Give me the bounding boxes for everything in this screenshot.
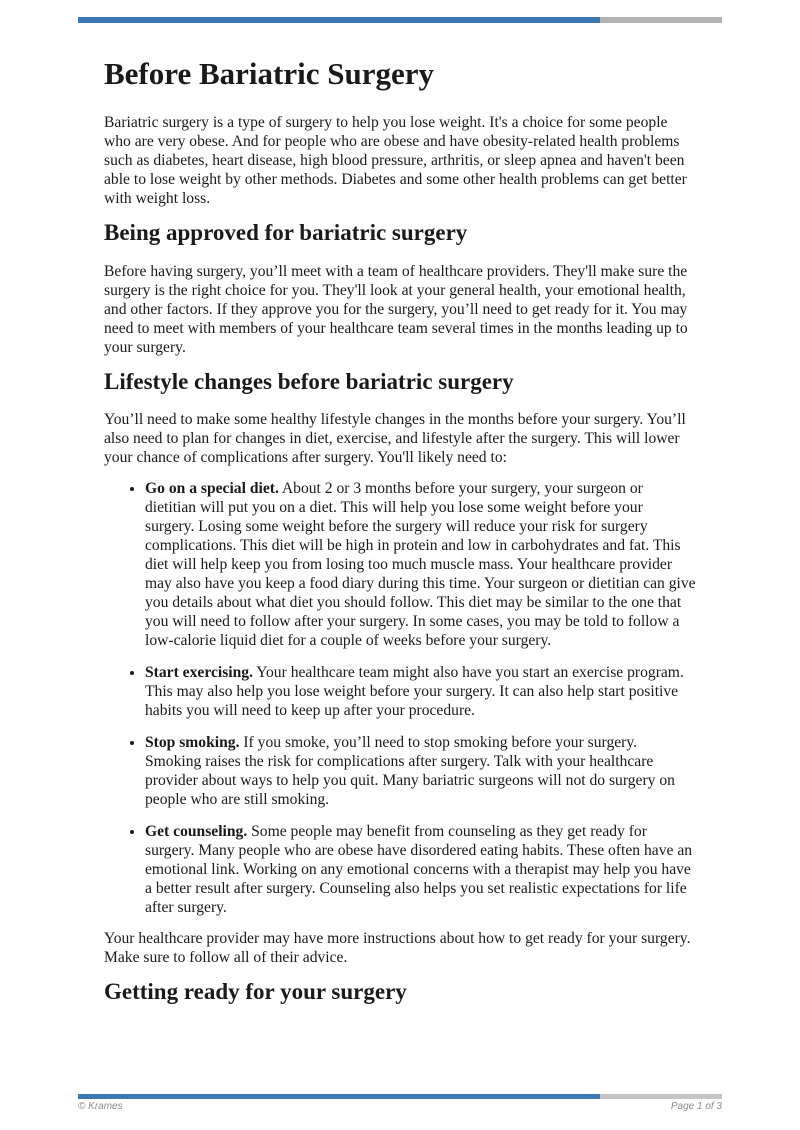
bullet-lead: Start exercising. bbox=[145, 663, 253, 681]
section-heading-approved: Being approved for bariatric surgery bbox=[104, 220, 468, 246]
footer-rule-blue-segment bbox=[78, 1094, 600, 1099]
lifestyle-bullet-list bbox=[104, 479, 696, 917]
footer-rule-gray-segment bbox=[600, 1094, 722, 1099]
bullet-text: Some people may benefit from counseling as they get ready for surgery. Many people who are obese have disordered eating habits. These often have an emotional link. Working on any emotional concerns with a therapist may help you have a better result after surgery. Counseling also helps you set realistic expectations for life after surgery. bbox=[145, 822, 693, 916]
bullet-text: Your healthcare team might also have you start an exercise program. This may also help you lose weight before your surgery. It can also help start positive habits you will need to keep up after your procedure. bbox=[145, 663, 684, 719]
lifestyle-paragraph: You’ll need to make some healthy lifestyle changes in the months before your surgery. You’ll also need to plan for changes in diet, exercise, and lifestyle after the surgery. This will lower your chance of complications after surgery. You'll likely need to: bbox=[104, 410, 686, 466]
bullet-lead: Get counseling. bbox=[145, 822, 248, 840]
list-item-special-diet bbox=[145, 479, 696, 650]
footer bbox=[78, 1101, 722, 1112]
page-title: Before Bariatric Surgery bbox=[104, 56, 434, 91]
list-item-stop-smoking bbox=[145, 733, 696, 809]
approved-paragraph: Before having surgery, you’ll meet with a team of healthcare providers. They'll make sure the surgery is the right choice for you. They'll look at your general health, your emotional health, and other factors. If they approve you for the surgery, you’ll need to get ready for it. You may need to meet with members of your healthcare team several times in the months leading up to your surgery. bbox=[104, 262, 688, 356]
advice-paragraph: Your healthcare provider may have more instructions about how to get ready for your surgery. Make sure to follow all of their advice. bbox=[104, 929, 691, 966]
copyright-label: © Krames bbox=[78, 1101, 123, 1112]
section-heading-getting-ready: Getting ready for your surgery bbox=[104, 978, 407, 1004]
bullet-lead: Go on a special diet. bbox=[145, 479, 279, 497]
list-item-start-exercising bbox=[145, 663, 696, 720]
document-content bbox=[104, 23, 696, 1020]
list-item-get-counseling bbox=[145, 822, 696, 917]
footer-rule bbox=[78, 1094, 722, 1099]
bullet-text: If you smoke, you’ll need to stop smoking before your surgery. Smoking raises the risk for complications after surgery. Talk with your healthcare provider about ways to help you quit. Many bariatric surgeons will not do surgery on people who are still smoking. bbox=[145, 733, 675, 808]
intro-paragraph: Bariatric surgery is a type of surgery to help you lose weight. It's a choice for some people who are very obese. And for people who are obese and have obesity-related health problems such as diabetes, heart disease, high blood pressure, arthritis, or sleep apnea and haven't been able to lose weight by other methods. Diabetes and some other health problems can get better with weight loss. bbox=[104, 114, 687, 208]
bullet-lead: Stop smoking. bbox=[145, 733, 240, 751]
section-heading-lifestyle: Lifestyle changes before bariatric surgery bbox=[104, 368, 514, 394]
bullet-text: About 2 or 3 months before your surgery, your surgeon or dietitian will put you on a diet. This will help you lose some weight before your surgery. Losing some weight before the surgery will reduce your risk for surgery complications. This diet will be high in protein and low in carbohydrates and fat. This diet will help keep you from losing too much muscle mass. Your healthcare provider may also have you keep a food diary during this time. Your surgeon or dietitian can give you details about what diet you should follow. This diet may be similar to the one that you will need to follow after your surgery. In some cases, you may be told to follow a low-calorie liquid diet for a couple of weeks before your surgery. bbox=[145, 479, 696, 649]
page-number-label: Page 1 of 3 bbox=[670, 1101, 722, 1112]
